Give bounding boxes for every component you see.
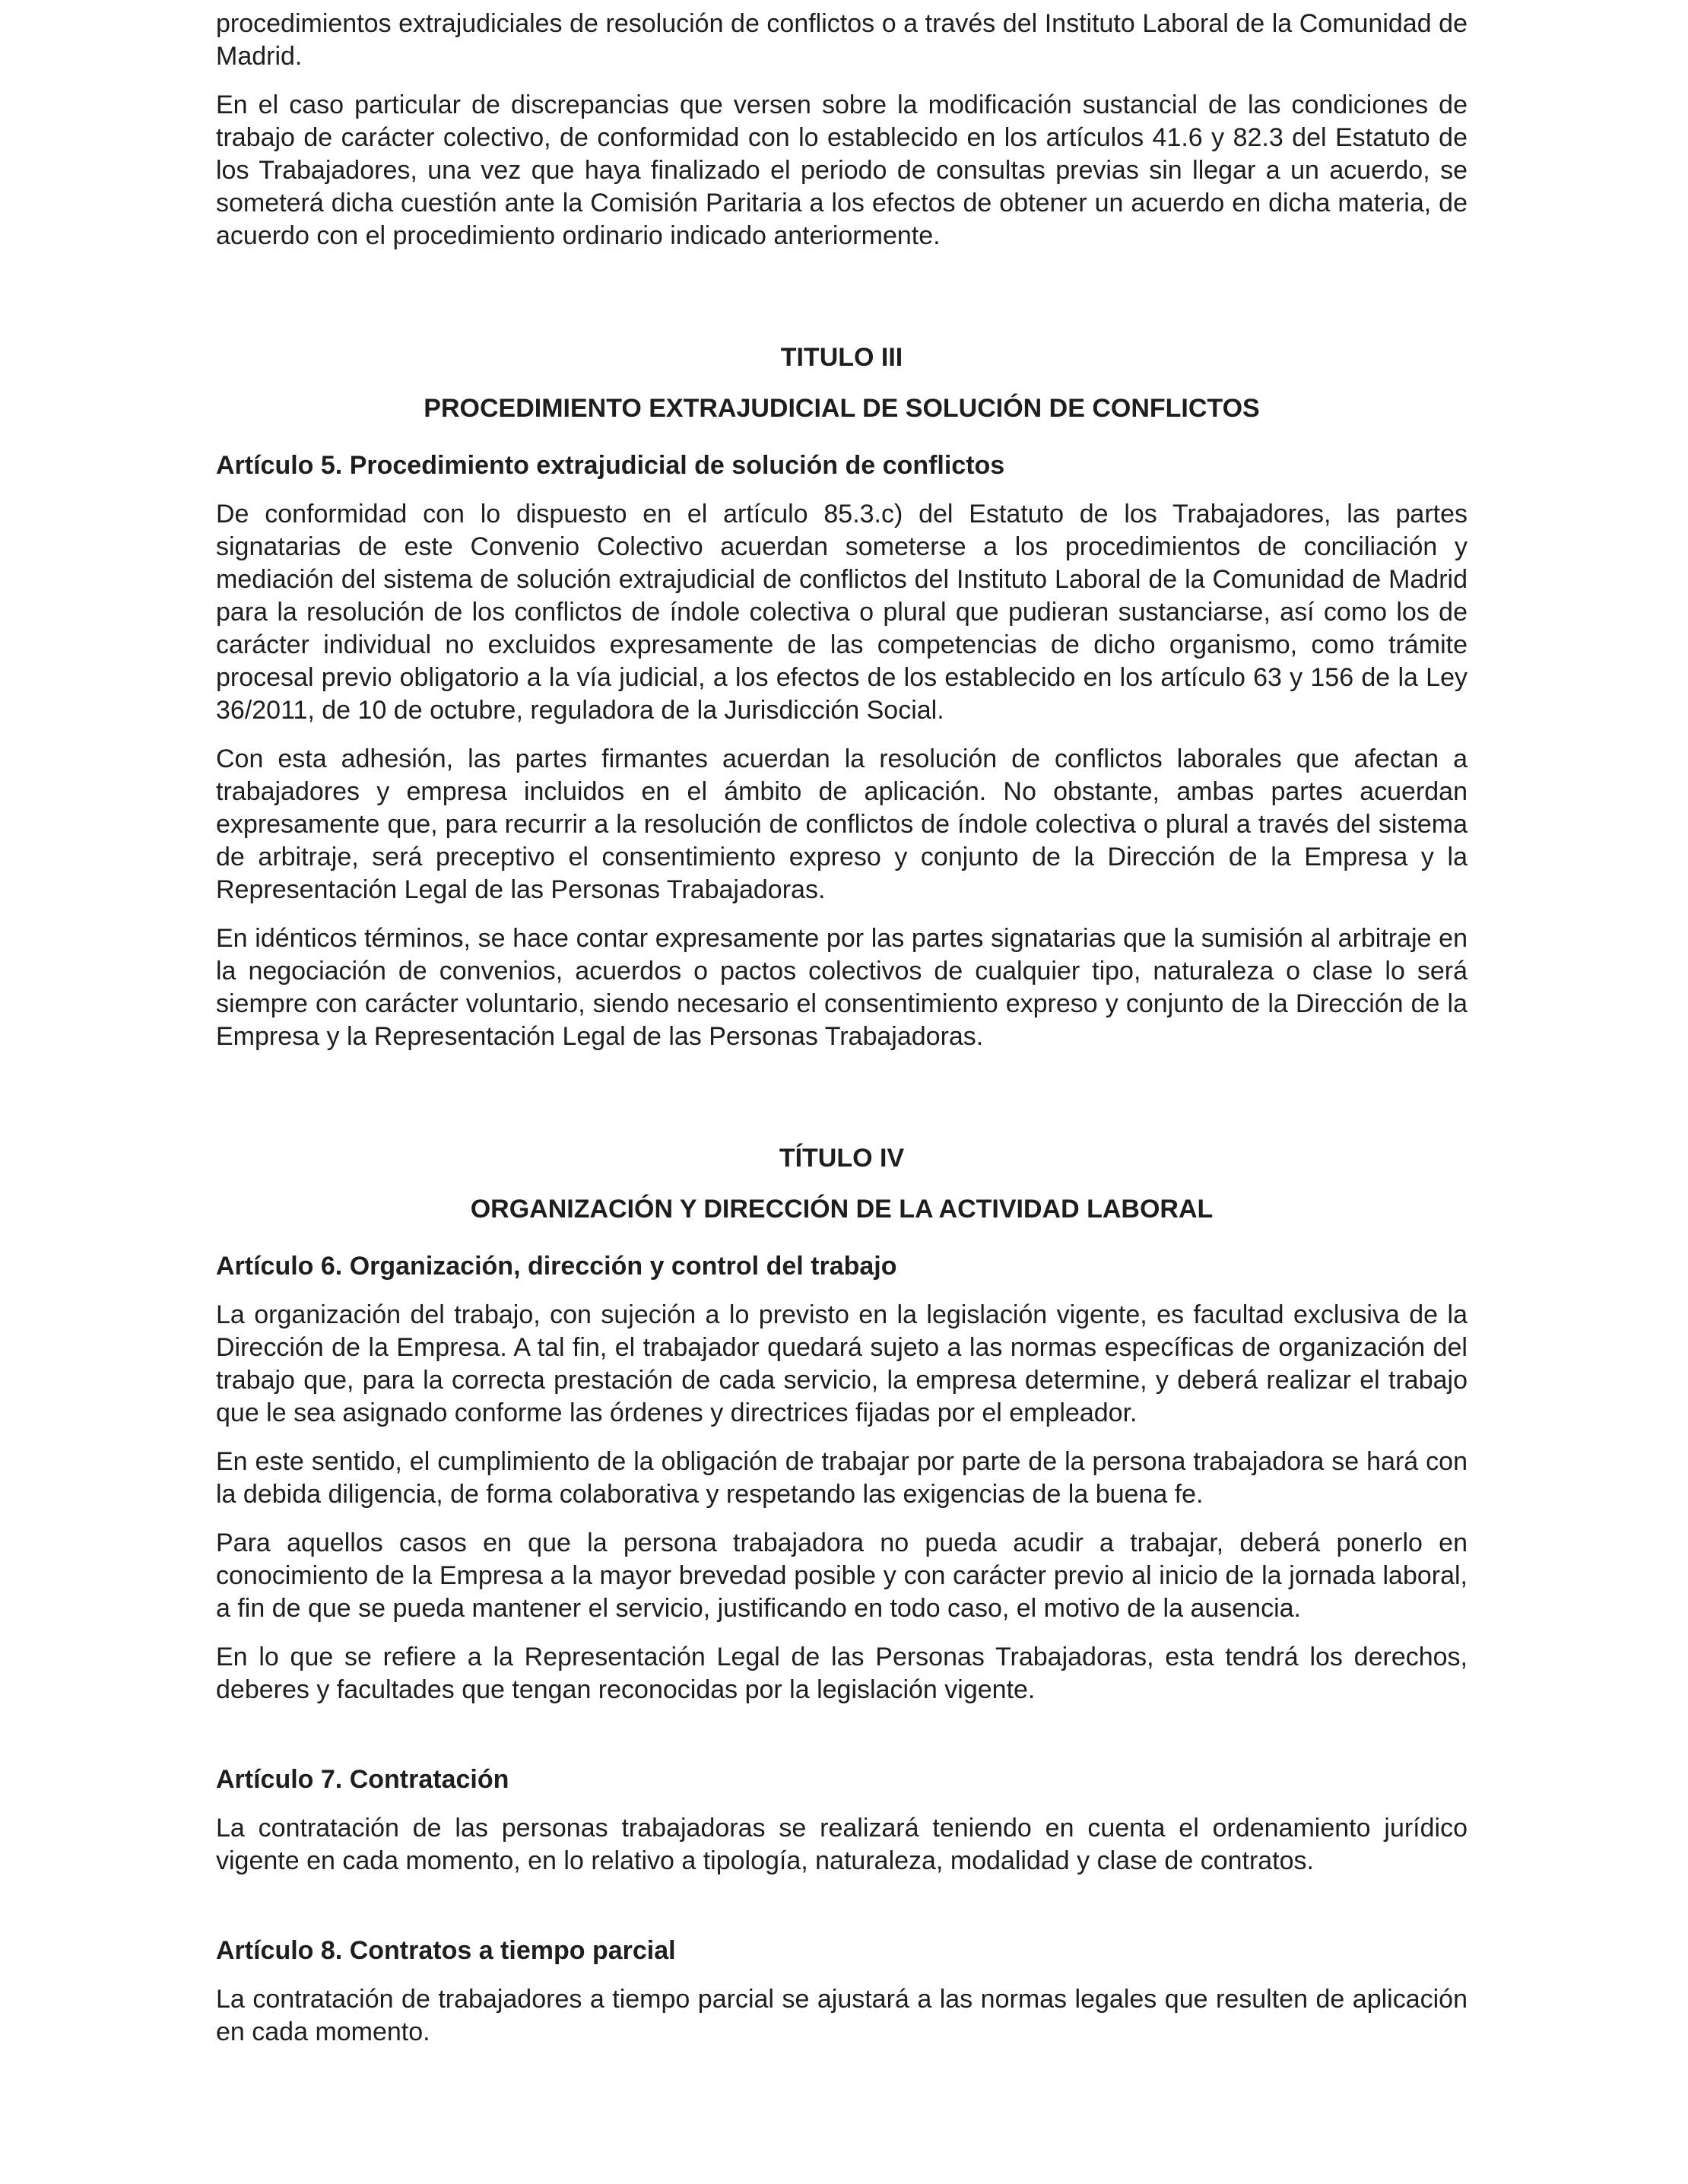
articulo-7-heading: Artículo 7. Contratación	[216, 1765, 509, 1794]
spacer	[216, 1069, 1467, 1142]
titulo-4-subtitle: ORGANIZACIÓN Y DIRECCIÓN DE LA ACTIVIDAD LABORAL	[470, 1195, 1214, 1224]
intro-paragraph-2: En el caso particular de discrepancias que versen sobre la modificación sustancial de las condiciones de trabajo de carácter colectivo, de conformidad con lo establecido en los artículos 41.6 y 82.3 del Estatuto de los Trabajadores, una vez que haya finalizado el periodo de consultas previas sin llegar a un acuerdo, se someterá dicha cuestión ante la Comisión Paritaria a los efectos de obtener un acuerdo en dicha materia, de acuerdo con el procedimiento ordinario indicado anteriormente.	[216, 90, 1467, 250]
articulo-8-paragraph-1: La contratación de trabajadores a tiempo parcial se ajustará a las normas legales que resulten de aplicación en cada momento.	[216, 1985, 1467, 2046]
spacer	[216, 1894, 1467, 1935]
spacer	[216, 425, 1467, 449]
articulo-5-paragraph-2: Con esta adhesión, las partes firmantes acuerdan la resolución de conflictos laborales que afectan a trabajadores y empresa incluidos en el ámbito de aplicación. No obstante, ambas partes acuerdan expresamente que, para recurrir a la resolución de conflictos de índole colectiva o plural a través del sistema de arbitraje, será preceptivo el consentimiento expreso y conjunto de la Dirección de la Empresa y la Representación Legal de las Personas Trabajadoras.	[216, 744, 1467, 904]
titulo-3-subtitle: PROCEDIMIENTO EXTRAJUDICIAL DE SOLUCIÓN DE CONFLICTOS	[424, 394, 1260, 423]
articulo-6-paragraph-3: Para aquellos casos en que la persona trabajadora no pueda acudir a trabajar, deberá ponerlo en conocimiento de la Empresa a la mayor brevedad posible y con carácter previo al inicio de la jornada laboral, a fin de que se pueda mantener el servicio, justificando en todo caso, el motivo de la ausencia.	[216, 1528, 1467, 1623]
articulo-7-paragraph-1: La contratación de las personas trabajadoras se realizará teniendo en cuenta el ordenamiento jurídico vigente en cada momento, en lo relativo a tipología, naturaleza, modalidad y clase de contratos.	[216, 1814, 1467, 1875]
spacer	[216, 1722, 1467, 1763]
spacer	[216, 1226, 1467, 1250]
articulo-6-paragraph-1: La organización del trabajo, con sujeción a lo previsto en la legislación vigente, es facultad exclusiva de la Dirección de la Empresa. A tal fin, el trabajador quedará sujeto a las normas específicas de organización del trabajo que, para la correcta prestación de cada servicio, la empresa determine, y deberá realizar el trabajo que le sea asignado conforme las órdenes y directrices fijadas por el empleador.	[216, 1300, 1467, 1427]
titulo-3-title: TITULO III	[780, 343, 903, 372]
articulo-5-heading: Artículo 5. Procedimiento extrajudicial de solución de conflictos	[216, 451, 1005, 480]
articulo-8-heading: Artículo 8. Contratos a tiempo parcial	[216, 1936, 676, 1965]
titulo-4-title: TÍTULO IV	[779, 1144, 905, 1173]
intro-paragraph-1: procedimientos extrajudiciales de resolución de conflictos o a través del Instituto Laboral de la Comunidad de Madrid.	[216, 9, 1467, 71]
articulo-5-paragraph-1: De conformidad con lo dispuesto en el artículo 85.3.c) del Estatuto de los Trabajadores, las partes signatarias de este Convenio Colectivo acuerdan someterse a los procedimientos de conciliación y mediación del sistema de solución extrajudicial de conflictos del Instituto Laboral de la Comunidad de Madrid para la resolución de los conflictos de índole colectiva o plural que pudieran sustanciarse, así como los de carácter individual no excluidos expresamente de las competencias de dicho organismo, como trámite procesal previo obligatorio a la vía judicial, a los efectos de los establecido en los artículo 63 y 156 de la Ley 36/2011, de 10 de octubre, reguladora de la Jurisdicción Social.	[216, 500, 1467, 725]
spacer	[216, 268, 1467, 341]
articulo-6-heading: Artículo 6. Organización, dirección y control del trabajo	[216, 1252, 897, 1281]
articulo-5-paragraph-3: En idénticos términos, se hace contar expresamente por las partes signatarias que la sumisión al arbitraje en la negociación de convenios, acuerdos o pactos colectivos de cualquier tipo, naturaleza o clase lo será siempre con carácter voluntario, siendo necesario el consentimiento expreso y conjunto de la Dirección de la Empresa y la Representación Legal de las Personas Trabajadoras.	[216, 924, 1467, 1051]
articulo-6-paragraph-2: En este sentido, el cumplimiento de la obligación de trabajar por parte de la persona trabajadora se hará con la debida diligencia, de forma colaborativa y respetando las exigencias de la buena fe.	[216, 1447, 1467, 1509]
articulo-6-paragraph-4: En lo que se refiere a la Representación Legal de las Personas Trabajadoras, esta tendrá los derechos, deberes y facultades que tengan reconocidas por la legislación vigente.	[216, 1643, 1467, 1704]
